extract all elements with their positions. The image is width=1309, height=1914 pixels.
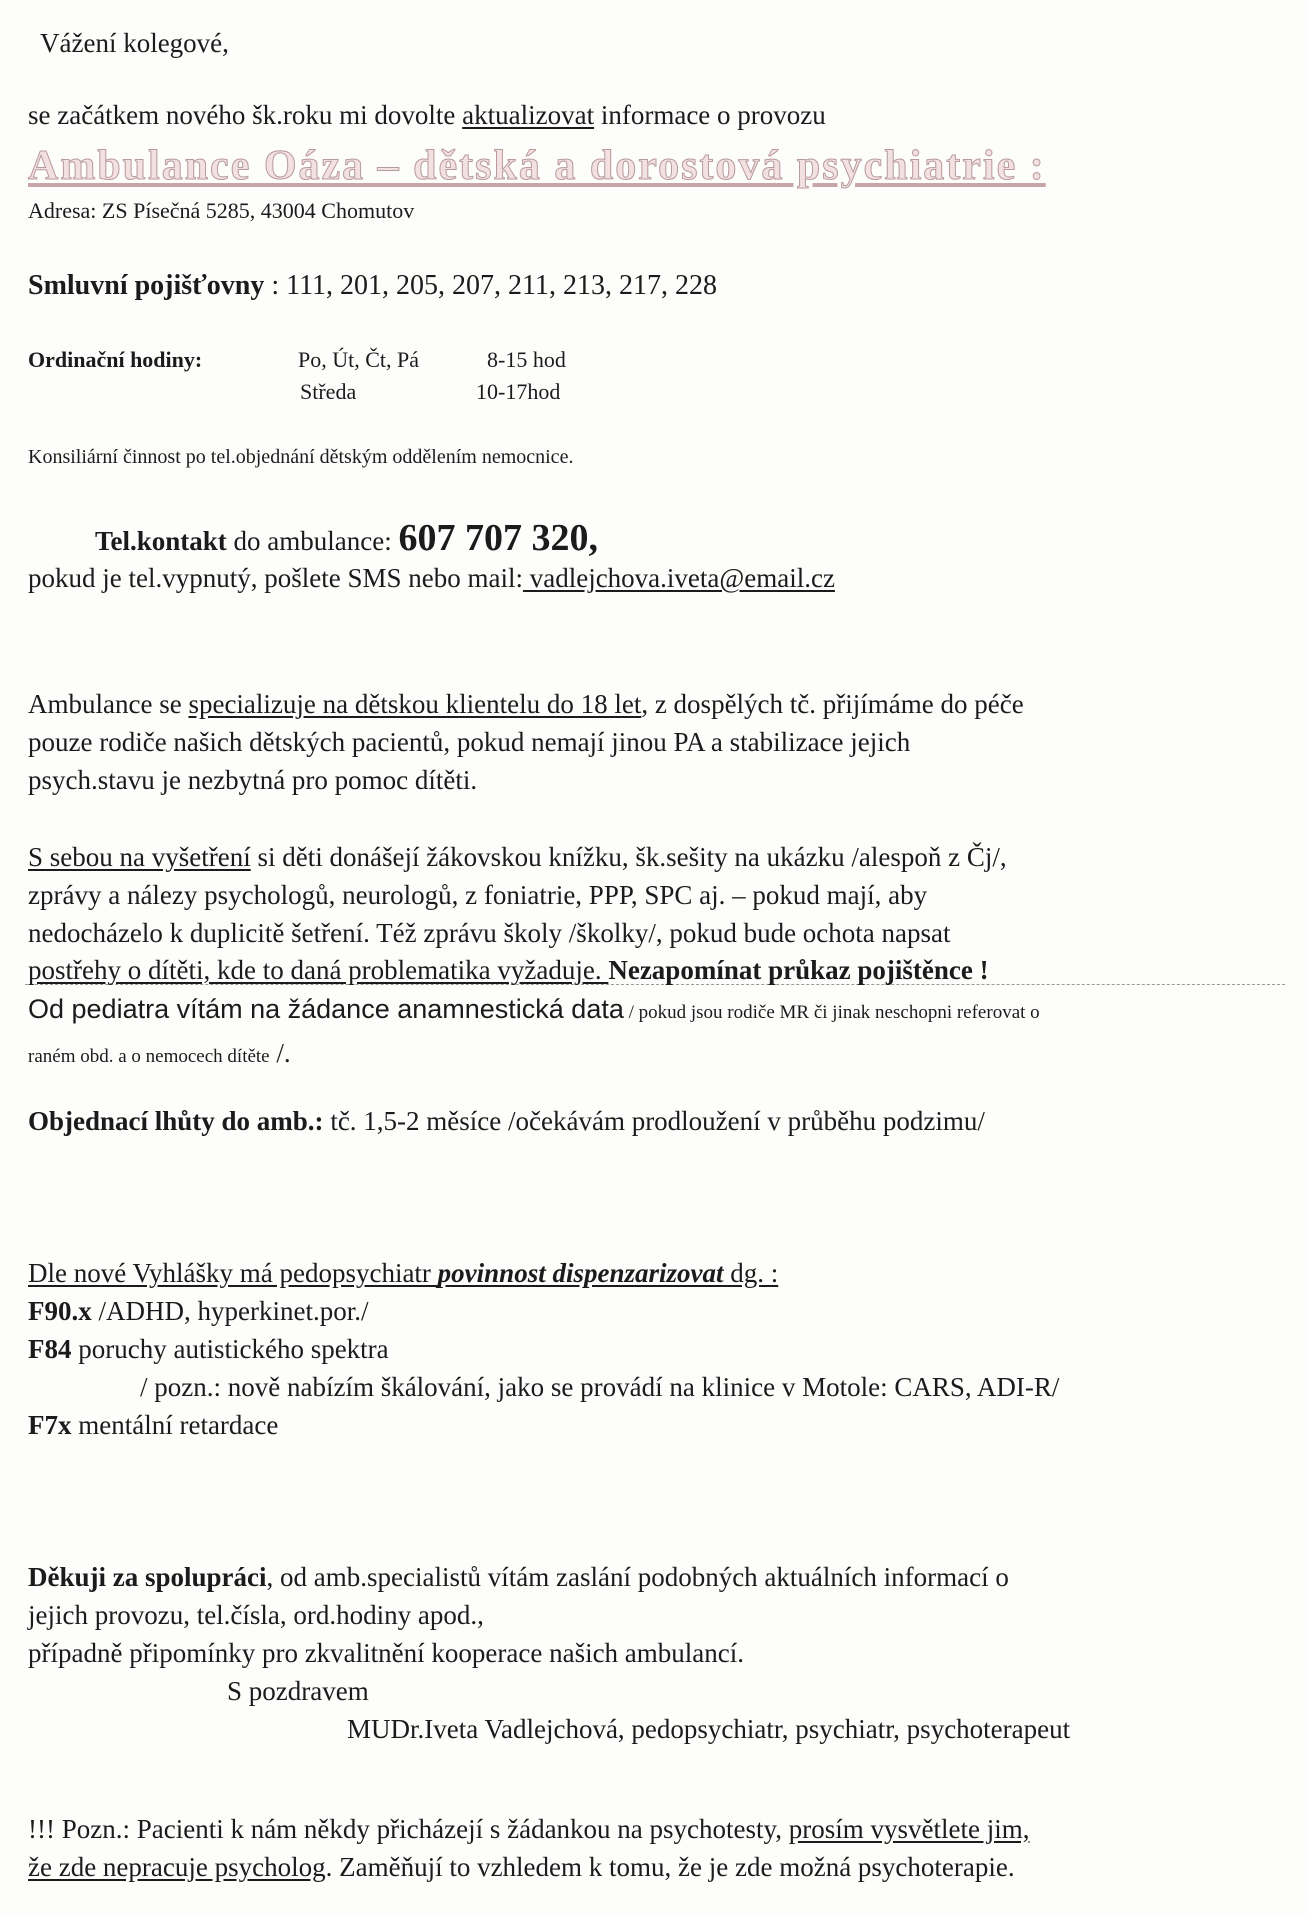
contact-label: Tel.kontakt [95,526,227,556]
hours-time-2: 10-17hod [476,379,561,404]
page-title: Ambulance Oáza – dětská a dorostová psychiatrie : [28,143,1046,189]
diagnosis-note: / pozn.: nově nabízím škálování, jako se provádí na klinice v Motole: CARS, ADI-R/ [140,1372,1060,1402]
hours-time-1: 8-15 hod [487,347,566,372]
pediatr-small-2: raném obd. a o nemocech dítěte [28,1046,270,1067]
intro-text: se začátkem nového šk.roku mi dovolte [28,100,463,130]
sms-line [28,563,835,594]
contact-line [95,516,598,560]
bring-bold: Nezapomínat průkaz pojištěnce ! [608,955,989,985]
ps-line-2 [28,1852,1015,1883]
insurance-values: : 111, 201, 205, 207, 211, 213, 217, 228 [264,270,718,301]
pediatr-line-1 [28,994,1040,1025]
disp-bold: povinnost dispenzarizovat [437,1258,724,1288]
spec-line-1 [28,689,1024,720]
bring-underlined: S sebou na vyšetření [28,842,251,872]
bring-line-3: nedocházelo k duplicitě šetření. Též zprávu školy /školky/, pokud bude ochota napsat [28,918,951,948]
terms-text: tč. 1,5-2 měsíce /očekávám prodloužení v průběhu podzimu/ [323,1106,985,1136]
thanks-line-1 [28,1562,1009,1593]
diagnosis-code-1: F90.x [28,1296,92,1326]
regards: S pozdravem [227,1676,369,1706]
diagnosis-item-2 [28,1334,389,1365]
address: Adresa: ZS Písečná 5285, 43004 Chomutov [28,198,415,223]
disp-text-a: Dle nové Vyhlášky má pedopsychiatr [28,1258,438,1288]
pediatr-main: Od pediatra vítám na žádance anamnestická data [28,994,624,1024]
diagnosis-item-1 [28,1296,368,1327]
email-link[interactable]: vadlejchova.iveta@email.cz [522,563,835,593]
insurance-label: Smluvní pojišťovny [28,270,265,301]
ps-underlined-1: prosím vysvětlete jim, [788,1814,1030,1844]
phone-number: 607 707 320, [398,517,598,559]
ps-text-b: . Zaměňují to vzhledem k tomu, že je zde možná psychoterapie. [325,1852,1015,1882]
hours-label: Ordinační hodiny: [28,347,203,372]
spec-line-3: psych.stavu je nezbytná pro pomoc dítěti. [28,765,478,795]
bring-text-a: postřehy o dítěti, kde to daná problematika vyžaduje. [28,955,609,985]
thanks-bold: Děkuji za spolupráci [28,1562,267,1592]
diagnosis-text-2: poruchy autistického spektra [71,1334,389,1364]
diagnosis-item-3 [28,1410,278,1441]
intro-text-end: informace o provozu [594,100,826,130]
spec-text-b: , z dospělých tč. přijímáme do péče [641,689,1024,719]
thanks-line-2: jejich provozu, tel.čísla, ord.hodiny apod., [28,1600,484,1630]
consult-note: Konsiliární činnost po tel.objednání dětským oddělením nemocnice. [28,446,574,468]
sms-text: pokud je tel.vypnutý, pošlete SMS nebo mail: [28,563,523,593]
spec-underlined: specializuje na dětskou klientelu do 18 let [188,689,642,719]
pediatr-small-1: / pokud jsou rodiče MR či jinak neschopni referovat o [623,1002,1040,1023]
pediatr-end: /. [269,1038,291,1068]
diagnosis-code-3: F7x [28,1410,72,1440]
contact-middle: do ambulance: [226,526,399,556]
ps-text-a: !!! Pozn.: Pacienti k nám někdy přicházejí s žádankou na psychotesty, [28,1814,789,1844]
intro-line [28,100,826,131]
insurance-line [28,270,717,302]
bring-text: si děti donášejí žákovskou knížku, šk.sešity na ukázku /alespoň z Čj/, [250,842,1007,872]
spec-line-2: pouze rodiče našich dětských pacientů, pokud nemají jinou PA a stabilizace jejich [28,727,911,757]
greeting: Vážení kolegové, [40,28,229,58]
diagnosis-code-2: F84 [28,1334,72,1364]
terms-line [28,1106,985,1137]
pediatr-line-2 [28,1038,291,1069]
thanks-line-3: případně připomínky pro zkvalitnění kooperace našich ambulancí. [28,1638,745,1668]
thanks-text: , od amb.specialistů vítám zaslání podobných aktuálních informací o [266,1562,1009,1592]
hours-days-1: Po, Út, Čt, Pá [298,347,420,372]
terms-label: Objednací lhůty do amb.: [28,1106,324,1136]
disp-line [28,1258,778,1289]
diagnosis-text-3: mentální retardace [71,1410,279,1440]
bring-line-1 [28,842,1007,873]
disp-text-c: dg. : [723,1258,779,1288]
ps-line-1 [28,1814,1030,1845]
hours-days-2: Středa [300,379,357,404]
diagnosis-text-1: /ADHD, hyperkinet.por./ [91,1296,369,1326]
intro-underlined: aktualizovat [462,100,595,130]
spec-text-a: Ambulance se [28,689,189,719]
signature: MUDr.Iveta Vadlejchová, pedopsychiatr, psychiatr, psychoterapeut [347,1714,1071,1744]
ps-underlined-2: že zde nepracuje psycholog [28,1852,326,1882]
bring-line-2: zprávy a nálezy psychologů, neurologů, z foniatrie, PPP, SPC aj. – pokud mají, aby [28,880,928,910]
bring-line-4 [28,955,989,986]
